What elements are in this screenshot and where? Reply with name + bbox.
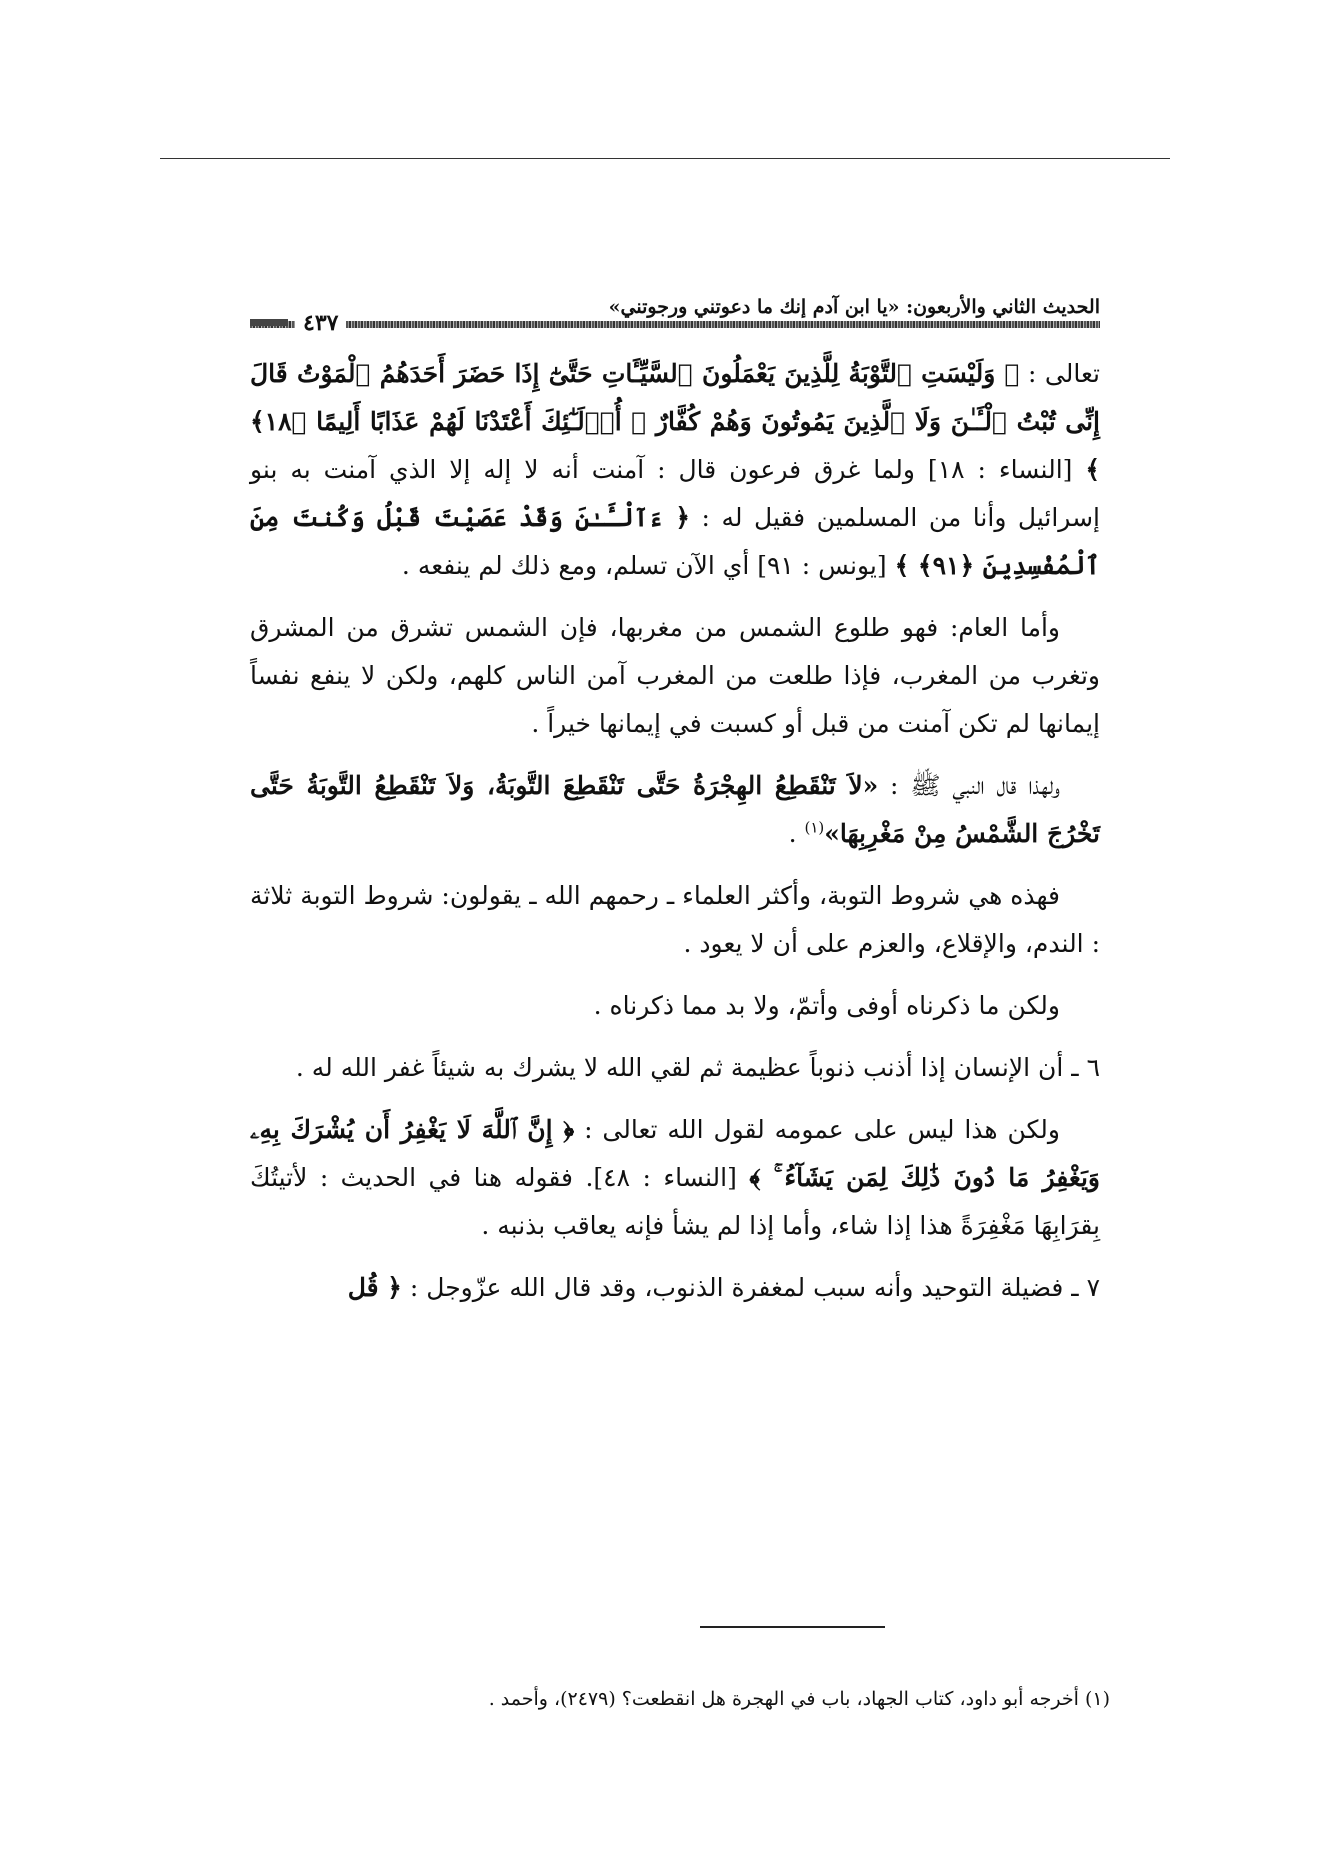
header-rule: [250, 321, 1100, 328]
paragraph-hadith: ولهذا قال النبي ﷺ : «لاَ تَنْقَطِعُ الهِجْرَةُ حَتَّى تَنْقَطِعَ التَّوبَةُ، وَلاَ تَنْقَطِعُ التَّوبَةُ حَتَّى تَخْرُجَ الشَّمْسُ مِنْ مَغْرِبِهَا»$^{(١)}$ .: [250, 771, 1100, 848]
paragraph-general-sign: وأما العام: فهو طلوع الشمس من مغربها، فإن الشمس تشرق من المشرق وتغرب من المغرب، فإذا طلعت من المغرب آمن الناس كلهم، ولكن لا ينفع نفساً إيمانها لم تكن آمنت من قبل أو كسبت في إيمانها خيراً .: [250, 613, 1100, 738]
page-body: [250, 350, 1100, 1312]
running-header: [250, 290, 1100, 318]
quran-verse: ﴿ إِنَّ ٱللَّهَ لَا يَغْفِرُ أَن يُشْرَكَ بِهِۦ وَيَغْفِرُ مَا دُونَ ذَٰلِكَ لِمَن يَشَآءُ ۚ ﴾: [250, 1115, 1100, 1192]
quran-verse: ﴿ قُل: [347, 1273, 402, 1302]
paragraph-conditions: فهذه هي شروط التوبة، وأكثر العلماء ـ رحمهم الله ـ يقولون: شروط التوبة ثلاثة : الندم، والإقلاع، والعزم على أن لا يعود .: [250, 881, 1100, 958]
hadith-text: «لاَ تَنْقَطِعُ الهِجْرَةُ حَتَّى تَنْقَطِعَ التَّوبَةُ، وَلاَ تَنْقَطِعُ التَّوبَةُ حَتَّى تَخْرُجَ الشَّمْسُ مِنْ مَغْرِبِهَا»: [250, 771, 1100, 848]
point-six: ٦ ـ أن الإنسان إذا أذنب ذنوباً عظيمة ثم لقي الله لا يشرك به شيئاً غفر الله له .: [295, 1053, 1100, 1082]
paragraph-complete: ولكن ما ذكرناه أوفى وأتمّ، ولا بد مما ذكرناه .: [593, 991, 1060, 1020]
book-page: [250, 290, 1100, 1326]
quran-verse: ﴿ وَلَيْسَتِ ٱلتَّوْبَةُ لِلَّذِينَ يَعْمَلُونَ ٱلسَّيِّـَٔاتِ حَتَّىٰٓ إِذَا حَضَرَ أَحَدَهُمُ ٱلْمَوْتُ قَالَ إِنِّى تُبْتُ ٱلْـَٔـٰنَ وَلَا ٱلَّذِينَ يَمُوتُونَ وَهُمْ كُفَّارٌ ۚ أُو۟لَـٰٓئِكَ أَعْتَدْنَا لَهُمْ عَذَابًا أَلِيمًا ﴿١٨﴾ ﴾: [250, 359, 1100, 484]
point-seven: ٧ ـ فضيلة التوحيد وأنه سبب لمغفرة الذنوب، وقد قال الله عزّوجل : ﴿ قُل: [347, 1273, 1100, 1302]
page-number-ornament: [250, 319, 288, 326]
page-number: ٤٣٧: [295, 314, 346, 332]
running-title: الحديث الثاني والأربعون: «يا ابن آدم إنك ما دعوتني ورجوتني»: [608, 296, 1100, 318]
top-border-line: [160, 158, 1170, 159]
paragraph-not-general: ولكن هذا ليس على عمومه لقول الله تعالى : ﴿ إِنَّ ٱللَّهَ لَا يَغْفِرُ أَن يُشْرَكَ بِهِۦ وَيَغْفِرُ مَا دُونَ ذَٰلِكَ لِمَن يَشَآءُ ۚ ﴾ [النساء : ٤٨]. فقوله هنا في الحديث : لأتيتُكَ بِقرَابِهَا مَغْفِرَةً هذا إذا شاء، وأما إذا لم يشأ فإنه يعاقب بذنبه .: [250, 1115, 1100, 1240]
footnote-reference: (١): [804, 818, 825, 837]
footnote-separator: [700, 1626, 885, 1628]
footnote: (١) أخرجه أبو داود، كتاب الجهاد، باب في الهجرة هل انقطعت؟ (٢٤٧٩)، وأحمد .: [488, 1688, 1110, 1710]
quran-verse: ﴿ ءَآلْـَٔـٰنَ وَقَدْ عَصَيْتَ قَبْلُ وَكُنتَ مِنَ ٱلْمُفْسِدِينَ ﴿٩١﴾ ﴾: [250, 503, 1100, 580]
paragraph-quran-tawbah: تعالى : ﴿ وَلَيْسَتِ ٱلتَّوْبَةُ لِلَّذِينَ يَعْمَلُونَ ٱلسَّيِّـَٔاتِ حَتَّىٰٓ إِذَا حَضَرَ أَحَدَهُمُ ٱلْمَوْتُ قَالَ إِنِّى تُبْتُ ٱلْـَٔـٰنَ وَلَا ٱلَّذِينَ يَمُوتُونَ وَهُمْ كُفَّارٌ ۚ أُو۟لَـٰٓئِكَ أَعْتَدْنَا لَهُمْ عَذَابًا أَلِيمًا ﴿١٨﴾ ﴾ [النساء : ١٨] ولما غرق فرعون قال : آمنت أنه لا إله إلا الذي آمنت به بنو إسرائيل وأنا من المسلمين فقيل له : ﴿ ءَآلْـَٔـٰنَ وَقَدْ عَصَيْتَ قَبْلُ وَكُنتَ مِنَ ٱلْمُفْسِدِينَ ﴿٩١﴾ ﴾ [يونس : ٩١] أي الآن تسلم، ومع ذلك لم ينفعه .: [250, 359, 1100, 580]
